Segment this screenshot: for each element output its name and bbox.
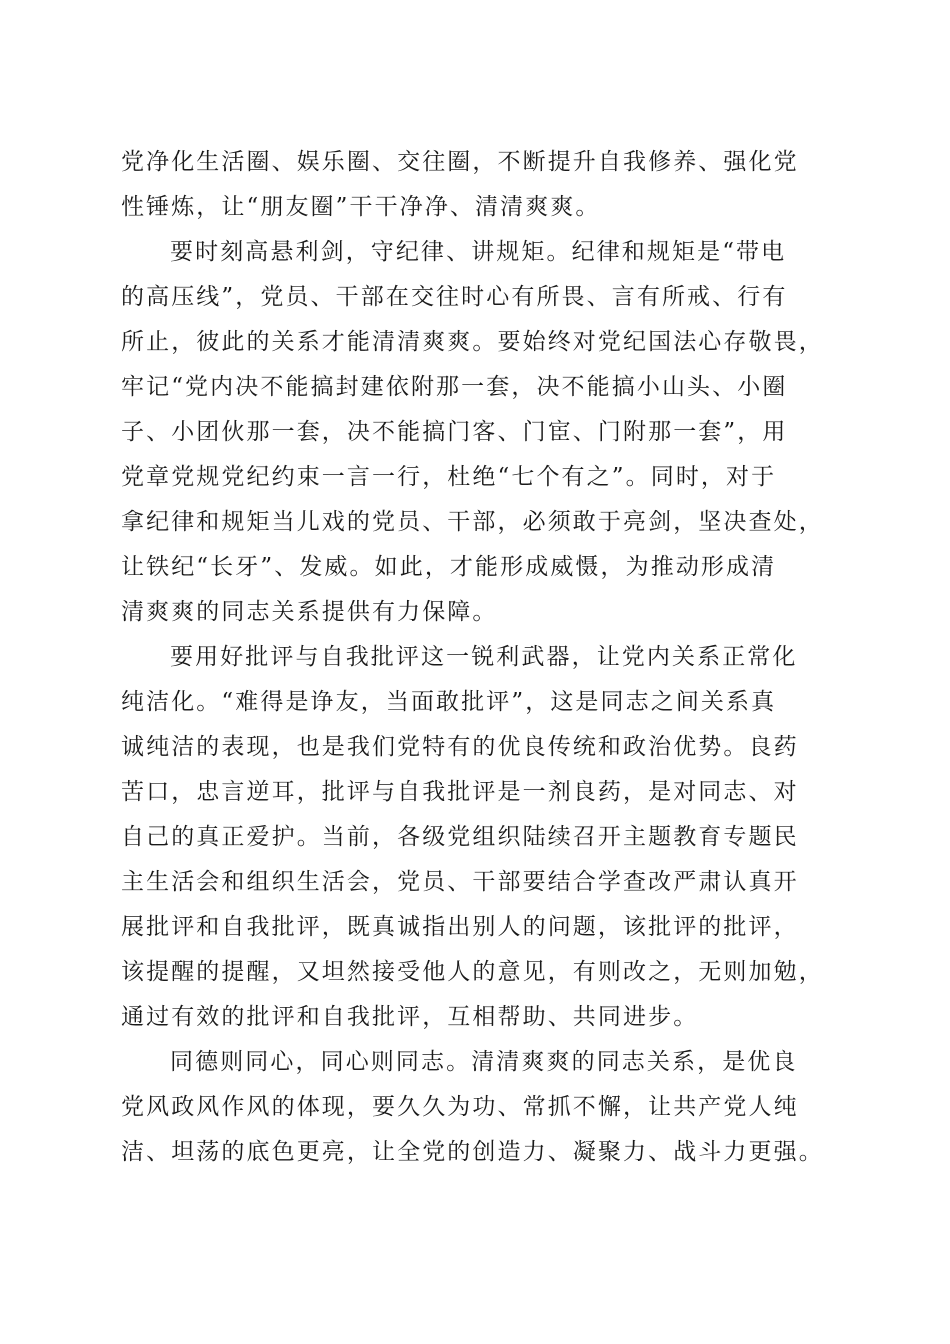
text-line: 所止，彼此的关系才能清清爽爽。要始终对党纪国法心存敬畏， bbox=[121, 329, 824, 355]
text-line: 洁、坦荡的底色更亮，让全党的创造力、凝聚力、战斗力更强。 bbox=[121, 1139, 824, 1165]
text-line: 牢记“党内决不能搞封建依附那一套，决不能搞小山头、小圈 bbox=[121, 374, 788, 400]
paragraph-first-line: 要时刻高悬利剑，守纪律、讲规矩。纪律和规矩是“带电 bbox=[170, 239, 787, 265]
text-line: 通过有效的批评和自我批评，互相帮助、共同进步。 bbox=[121, 1004, 699, 1030]
text-line: 党净化生活圈、娱乐圈、交往圈，不断提升自我修养、强化党 bbox=[121, 149, 799, 175]
text-line: 该提醒的提醒，又坦然接受他人的意见，有则改之，无则加勉， bbox=[121, 959, 824, 985]
text-line: 子、小团伙那一套，决不能搞门客、门宦、门附那一套”，用 bbox=[121, 419, 788, 445]
text-line: 性锤炼，让“朋友圈”干干净净、清清爽爽。 bbox=[121, 194, 601, 220]
text-line: 的高压线”，党员、干部在交往时心有所畏、言有所戒、行有 bbox=[121, 284, 788, 310]
text-line: 党章党规党纪约束一言一行，杜绝“七个有之”。同时，对于 bbox=[121, 464, 777, 490]
text-line: 展批评和自我批评，既真诚指出别人的问题，该批评的批评， bbox=[121, 914, 799, 940]
text-line: 诚纯洁的表现，也是我们党特有的优良传统和政治优势。良药 bbox=[121, 734, 799, 760]
text-line: 纯洁化。“难得是诤友，当面敢批评”，这是同志之间关系真 bbox=[121, 689, 777, 715]
text-line: 拿纪律和规矩当儿戏的党员、干部，必须敢于亮剑，坚决查处， bbox=[121, 509, 824, 535]
text-line: 党风政风作风的体现，要久久为功、常抓不懈，让共产党人纯 bbox=[121, 1094, 799, 1120]
text-line: 主生活会和组织生活会，党员、干部要结合学查改严肃认真开 bbox=[121, 869, 799, 895]
text-line: 让铁纪“长牙”、发威。如此，才能形成威慑，为推动形成清 bbox=[121, 554, 777, 580]
paragraph-first-line: 要用好批评与自我批评这一锐利武器，让党内关系正常化 bbox=[170, 644, 798, 670]
paragraph-first-line: 同德则同心，同心则同志。清清爽爽的同志关系，是优良 bbox=[170, 1049, 798, 1075]
text-line: 自己的真正爱护。当前，各级党组织陆续召开主题教育专题民 bbox=[121, 824, 799, 850]
text-line: 清爽爽的同志关系提供有力保障。 bbox=[121, 599, 498, 625]
text-line: 苦口，忠言逆耳，批评与自我批评是一剂良药，是对同志、对 bbox=[121, 779, 799, 805]
